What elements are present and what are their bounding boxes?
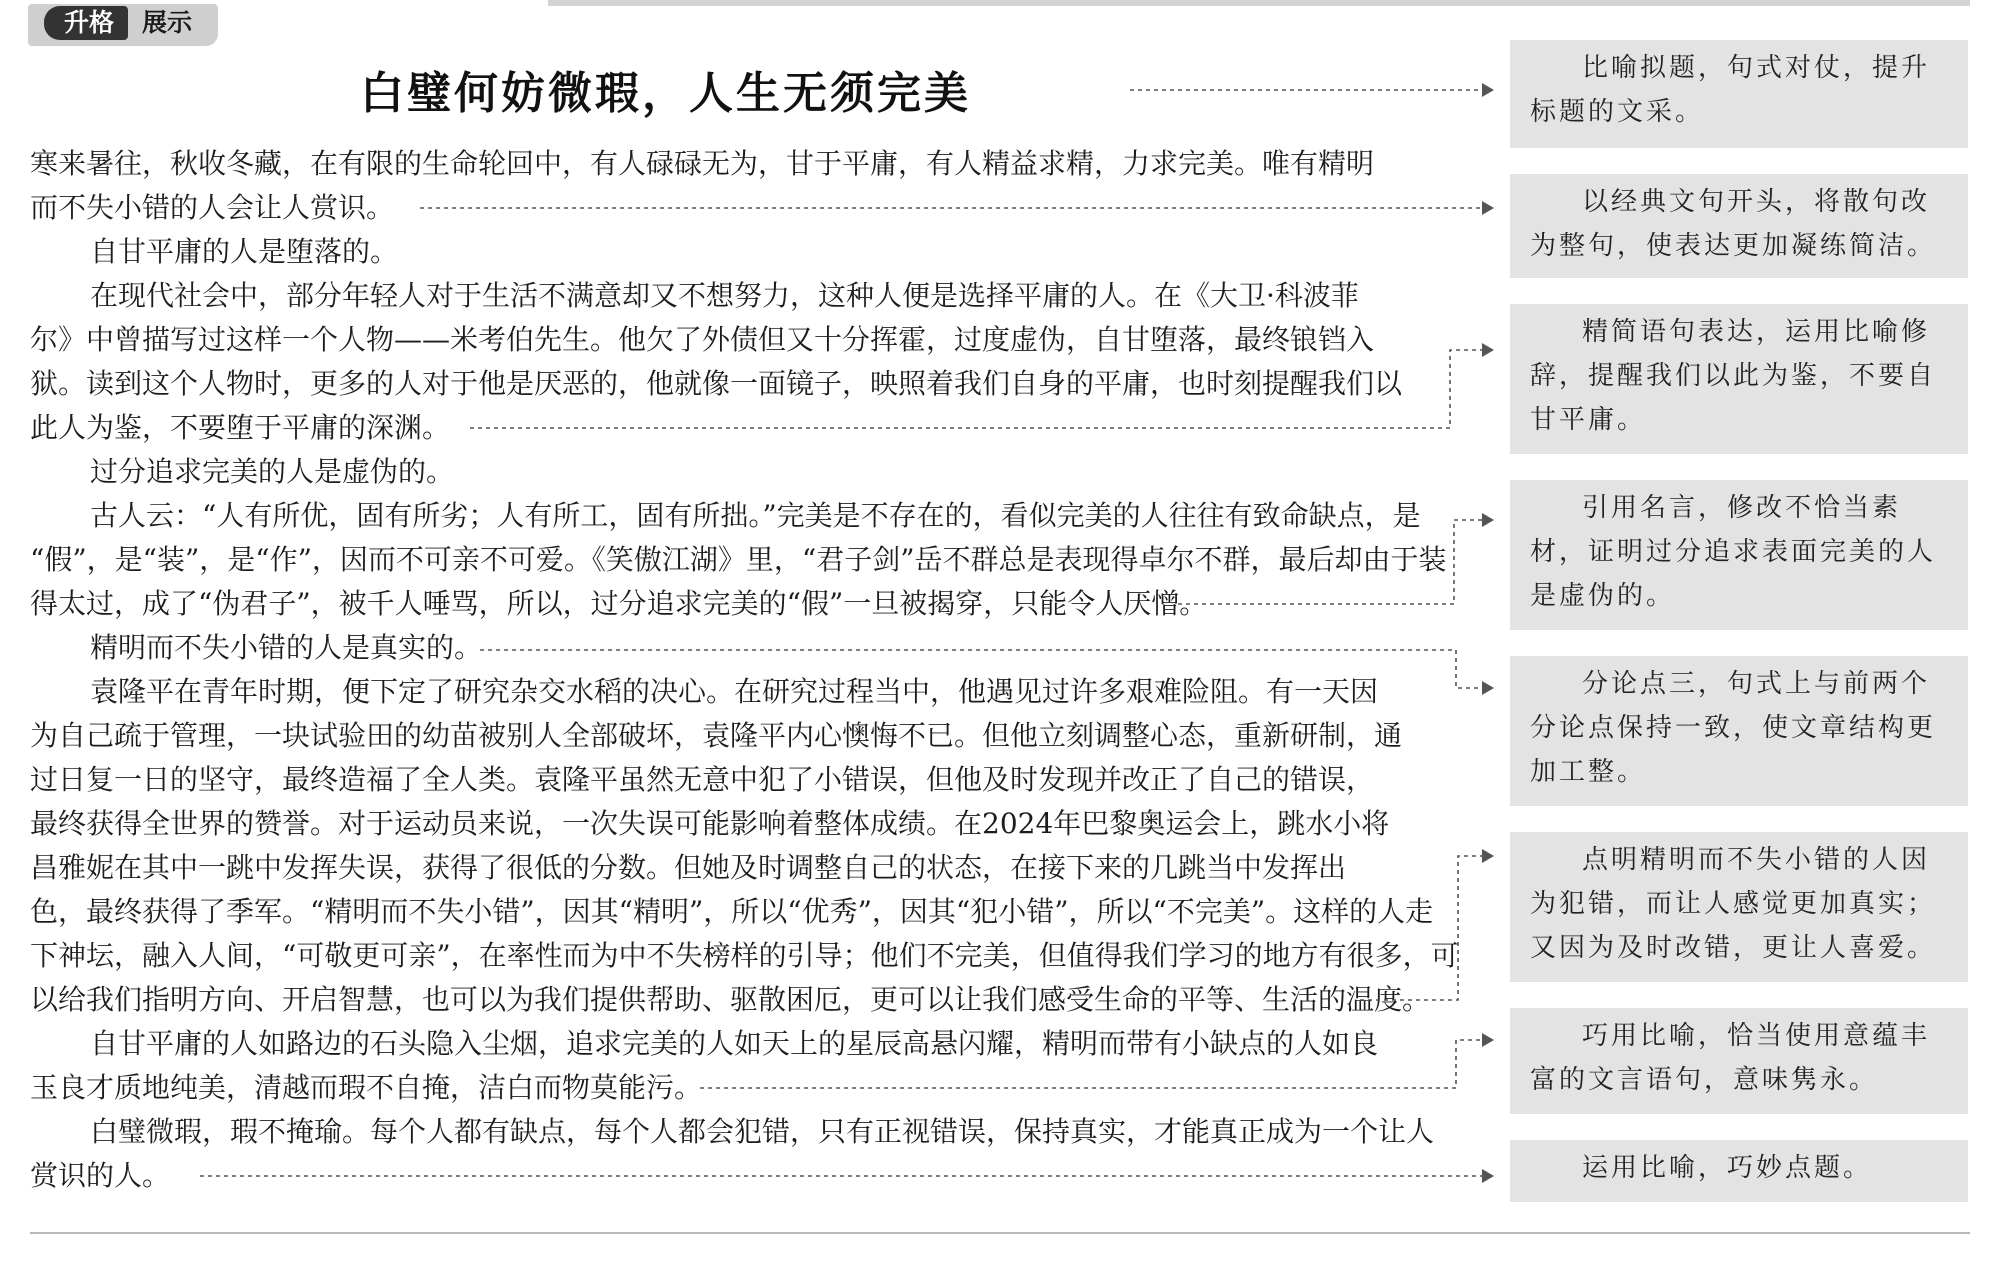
essay-line: 而不失小错的人会让人赏识。: [30, 191, 395, 224]
annotation-note: 巧用比喻，恰当使用意蕴丰富的文言语句，意味隽永。: [1510, 1008, 1968, 1114]
essay-line: 精明而不失小错的人是真实的。: [90, 631, 483, 664]
essay-line: 在现代社会中，部分年轻人对于生活不满意却又不想努力，这种人便是选择平庸的人。在《大卫·科波菲: [90, 279, 1359, 312]
essay-title: 白璧何妨微瑕，人生无须完美: [360, 68, 971, 119]
arrow-icon: [1482, 1169, 1494, 1183]
essay-line: “假”，是“装”，是“作”，因而不可亲不可爱。《笑傲江湖》里，“君子剑”岳不群总是表现得卓尔不群，最后却由于装: [30, 543, 1447, 576]
section-tag-label: 升格: [44, 6, 128, 40]
essay-line: 昌雅妮在其中一跳中发挥失误，获得了很低的分数。但她及时调整自己的状态，在接下来的几跳当中发挥出: [30, 851, 1347, 884]
essay-line: 尔》中曾描写过这样一个人物——米考伯先生。他欠了外债但又十分挥霍，过度虚伪，自甘堕落，最终锒铛入: [30, 323, 1375, 356]
annotation-note: 比喻拟题，句式对仗，提升标题的文采。: [1510, 40, 1968, 148]
annotation-note: 引用名言，修改不恰当素材，证明过分追求表面完美的人是虚伪的。: [1510, 480, 1968, 630]
essay-line: 古人云：“人有所优，固有所劣；人有所工，固有所拙。”完美是不存在的，看似完美的人往往有致命缺点，是: [90, 499, 1421, 532]
essay-line: 过分追求完美的人是虚伪的。: [90, 455, 455, 488]
essay-line: 寒来暑往，秋收冬藏，在有限的生命轮回中，有人碌碌无为，甘于平庸，有人精益求精，力求完美。唯有精明: [30, 147, 1375, 180]
essay-line: 自甘平庸的人是堕落的。: [90, 235, 399, 268]
arrow-icon: [1482, 849, 1494, 863]
arrow-icon: [1482, 83, 1494, 97]
essay-line: 自甘平庸的人如路边的石头隐入尘烟，追求完美的人如天上的星辰高悬闪耀，精明而带有小缺点的人如良: [90, 1027, 1379, 1060]
annotation-note: 点明精明而不失小错的人因为犯错，而让人感觉更加真实；又因为及时改错，更让人喜爱。: [1510, 832, 1968, 982]
bottom-rule: [30, 1232, 1970, 1234]
top-rule: [548, 0, 1970, 6]
essay-line: 白璧微瑕，瑕不掩瑜。每个人都有缺点，每个人都会犯错，只有正视错误，保持真实，才能真正成为一个让人: [90, 1115, 1435, 1148]
essay-line: 以给我们指明方向、开启智慧，也可以为我们提供帮助、驱散困厄，更可以让我们感受生命的平等、生活的温度。: [30, 983, 1431, 1016]
annotation-note: 分论点三，句式上与前两个分论点保持一致，使文章结构更加工整。: [1510, 656, 1968, 806]
essay-line: 最终获得全世界的赞誉。对于运动员来说，一次失误可能影响着整体成绩。在2024年巴黎奥运会上，跳水小将: [30, 807, 1390, 840]
essay-line: 袁隆平在青年时期，便下定了研究杂交水稻的决心。在研究过程当中，他遇见过许多艰难险阻。有一天因: [90, 675, 1379, 708]
essay-line: 过日复一日的坚守，最终造福了全人类。袁隆平虽然无意中犯了小错误，但他及时发现并改正了自己的错误，: [30, 763, 1375, 796]
annotation-note: 运用比喻，巧妙点题。: [1510, 1140, 1968, 1202]
essay-line: 狱。读到这个人物时，更多的人对于他是厌恶的，他就像一面镜子，映照着我们自身的平庸，也时刻提醒我们以: [30, 367, 1403, 400]
arrow-icon: [1482, 343, 1494, 357]
essay-line: 下神坛，融入人间，“可敬更可亲”，在率性而为中不失榜样的引导；他们不完美，但值得我们学习的地方有很多，可: [30, 939, 1459, 972]
essay-line: 玉良才质地纯美，清越而瑕不自掩，洁白而物莫能污。: [30, 1071, 703, 1104]
essay-line: 赏识的人。: [30, 1159, 171, 1192]
essay-line: 此人为鉴，不要堕于平庸的深渊。: [30, 411, 451, 444]
arrow-icon: [1482, 201, 1494, 215]
essay-line: 色，最终获得了季军。“精明而不失小错”，因其“精明”，所以“优秀”，因其“犯小错”，所以“不完美”。这样的人走: [30, 895, 1434, 928]
annotation-note: 精简语句表达，运用比喻修辞，提醒我们以此为鉴，不要自甘平庸。: [1510, 304, 1968, 454]
essay-line: 得太过，成了“伪君子”，被千人唾骂，所以，过分追求完美的“假”一旦被揭穿，只能令人厌憎。: [30, 587, 1208, 620]
section-tag-sublabel: 展示: [142, 8, 193, 37]
annotation-note: 以经典文句开头，将散句改为整句，使表达更加凝练简洁。: [1510, 174, 1968, 278]
essay-line: 为自己疏于管理，一块试验田的幼苗被别人全部破坏，袁隆平内心懊悔不已。但他立刻调整心态，重新研制，通: [30, 719, 1403, 752]
